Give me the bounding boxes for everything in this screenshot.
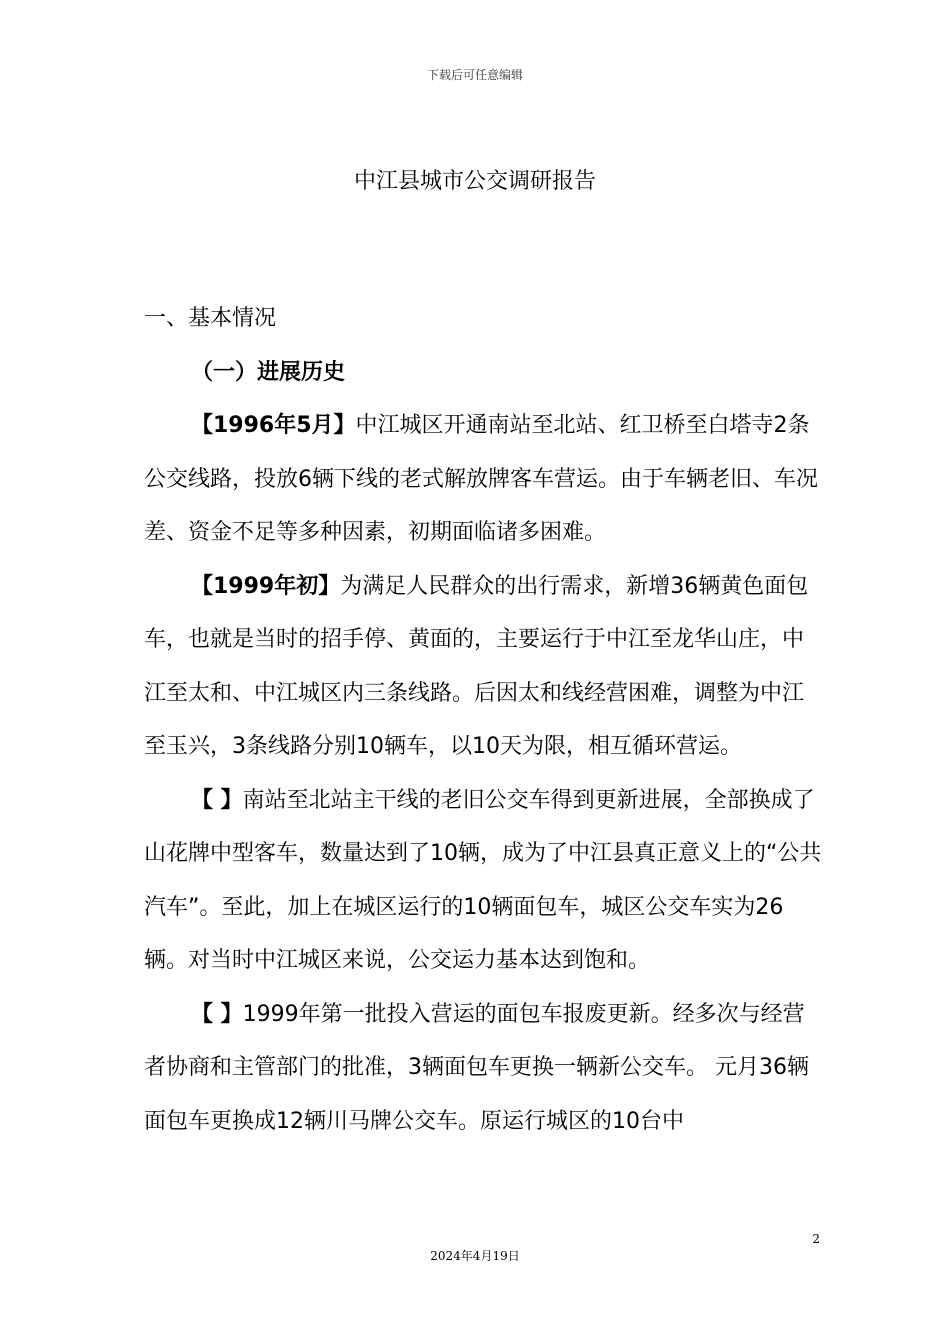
- document-body: [144, 292, 822, 1148]
- document-title: 中江县城市公交调研报告: [353, 169, 596, 194]
- paragraph-2: [144, 560, 822, 774]
- paragraph-lead: 【 】: [191, 787, 243, 813]
- paragraph-text: 为满足人民群众的出行需求，新增36辆黄色面包车，也就是当时的招手停、黄面的，主要运行于中江至龙华山庄，中江至太和、中江城区内三条线路。后因太和线经营困难，调整为中江至玉兴，3条线路分别10辆车，以10天为限，相互循环营运。: [144, 573, 809, 759]
- page-footer-date: 2024年4月19日: [430, 1249, 520, 1263]
- section-heading: 一、基本情况: [144, 306, 277, 331]
- paragraph-lead: 【1999年初】: [191, 573, 341, 599]
- paragraph-1: [144, 399, 822, 560]
- paragraph-text: 南站至北站主干线的老旧公交车得到更新进展，全部换成了山花牌中型客车，数量达到了10辆，成为了中江县真正意义上的“公共汽车”。至此，加上在城区运行的10辆面包车，城区公交车实为26辆。对当时中江城区来说，公交运力基本达到饱和。: [144, 787, 822, 973]
- paragraph-lead: 【1996年5月】: [191, 413, 356, 438]
- page-number: 2: [812, 1232, 820, 1246]
- paragraph-3: [144, 774, 822, 988]
- paragraph-text: 中江城区开通南站至北站、红卫桥至白塔寺2条公交线路，投放6辆下线的老式解放牌客车营运。由于车辆老旧、车况差、资金不足等多种因素，初期面临诸多困难。: [144, 413, 818, 545]
- subsection-heading: （一）进展历史: [191, 359, 346, 385]
- paragraph-text: 1999年第一批投入营运的面包车报废更新。经多次与经营者协商和主管部门的批准，3辆面包车更换一辆新公交车。 元月36辆面包车更换成12辆川马牌公交车。原运行城区的10台中: [144, 1001, 809, 1134]
- page-header: 下载后可任意编辑: [426, 68, 523, 82]
- paragraph-4: [144, 988, 822, 1149]
- paragraph-lead: 【 】: [191, 1001, 243, 1027]
